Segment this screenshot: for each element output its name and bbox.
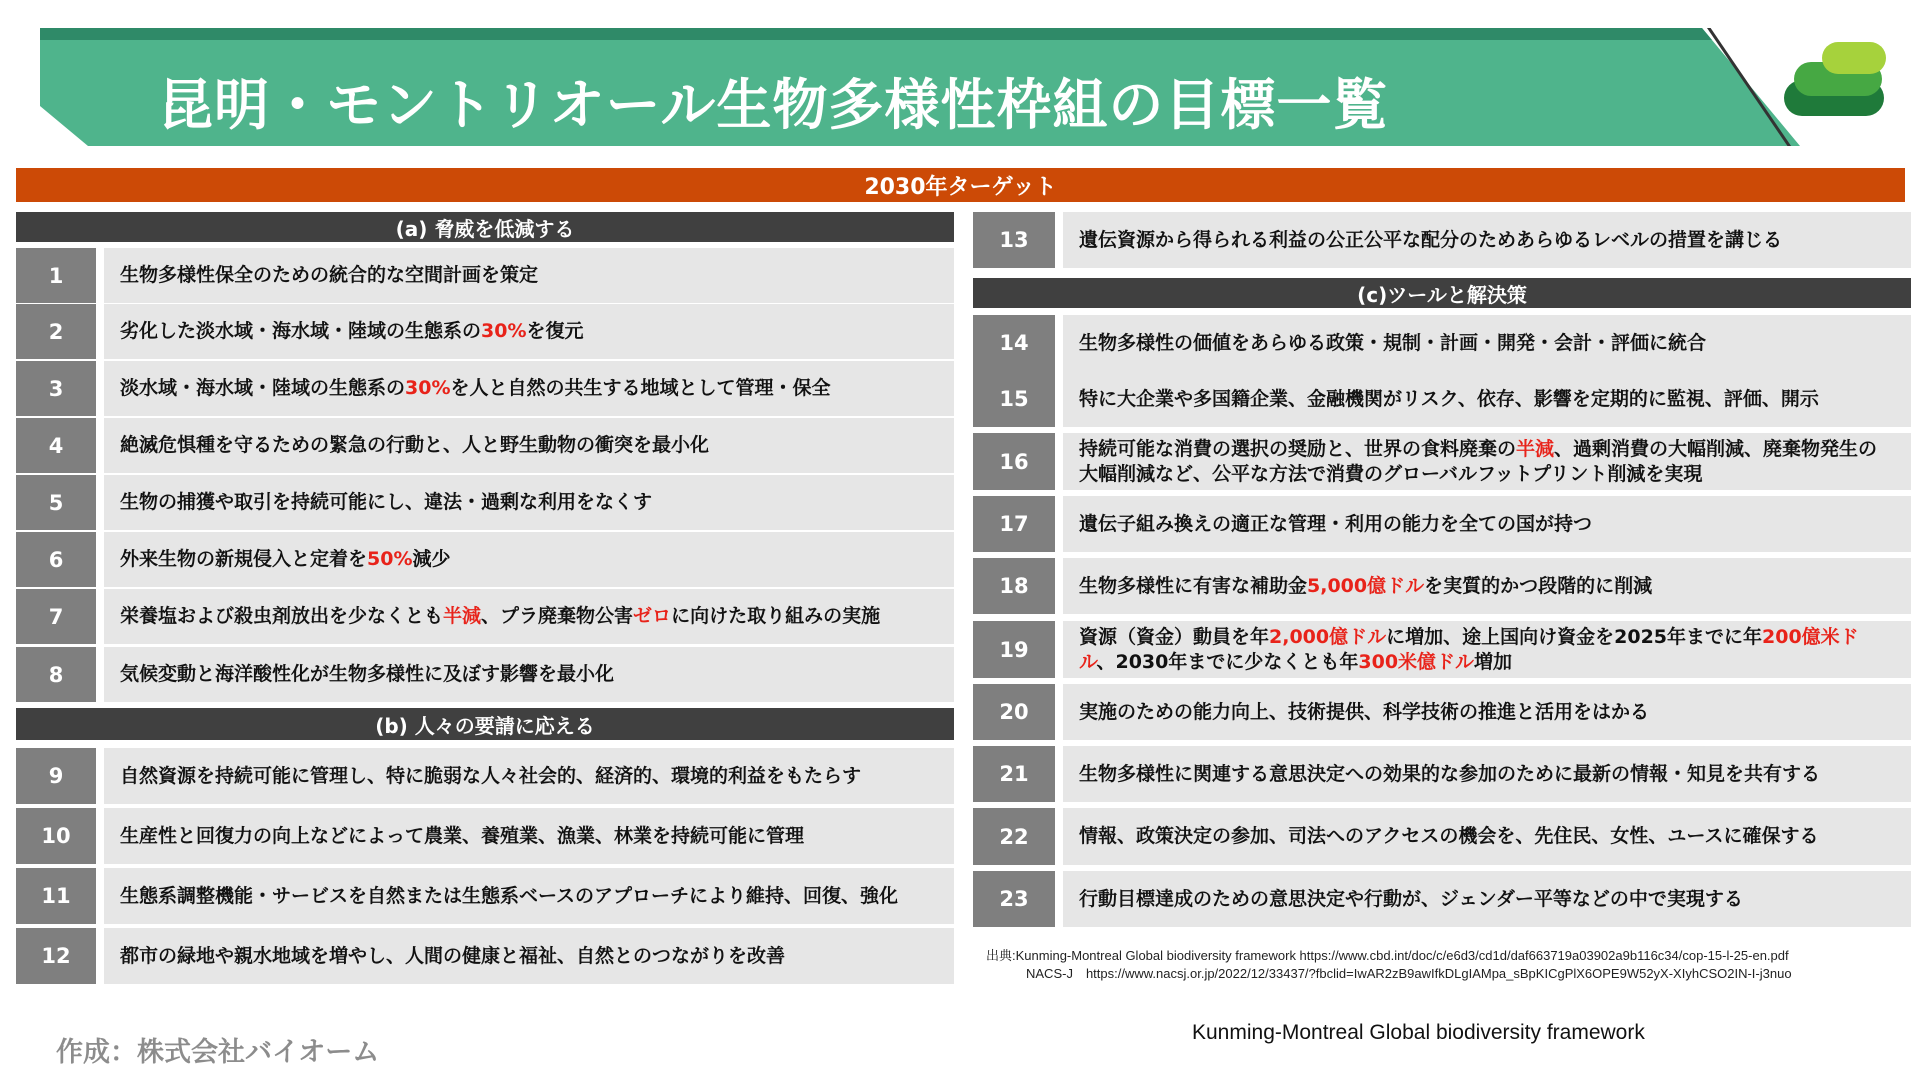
target-number: 22 xyxy=(973,808,1055,865)
target-number: 18 xyxy=(973,558,1055,614)
target-row xyxy=(16,304,954,359)
highlight-value: 5,000億ドル xyxy=(1307,574,1425,597)
target-text xyxy=(1063,558,1911,614)
target-text xyxy=(104,928,954,984)
target-text-part: 遺伝子組み換えの適正な管理・利用の能力を全ての国が持つ xyxy=(1079,512,1593,535)
target-row xyxy=(16,589,954,644)
section-header-c: (c)ツールと解決策 xyxy=(973,278,1911,308)
target-row xyxy=(16,248,954,303)
target-text-part: 淡水域・海水域・陸域の生態系の xyxy=(120,377,406,400)
target-text xyxy=(1063,808,1911,865)
target-text-part: 生物多様性に関連する意思決定への効果的な参加のために最新の情報・知見を共有する xyxy=(1079,762,1821,785)
target-text xyxy=(1063,621,1911,678)
target-text xyxy=(1063,871,1911,927)
target-bar: 2030年ターゲット xyxy=(16,168,1905,202)
target-text xyxy=(1063,371,1911,427)
target-text-part: 特に大企業や多国籍企業、金融機関がリスク、依存、影響を定期的に監視、評価、開示 xyxy=(1079,387,1819,410)
highlight-value: 300米億ドル xyxy=(1358,650,1475,673)
target-row xyxy=(973,621,1911,678)
highlight-value: 2,000億ドル xyxy=(1269,625,1387,648)
target-text-part: 栄養塩および殺虫剤放出を少なくとも xyxy=(120,605,444,628)
target-number: 9 xyxy=(16,748,96,804)
target-text-part: 減少 xyxy=(412,548,451,571)
target-text-part: 資源（資金）動員を年 xyxy=(1079,625,1270,648)
target-text xyxy=(104,532,954,587)
target-text xyxy=(1063,746,1911,802)
target-row xyxy=(16,808,954,864)
target-text xyxy=(104,647,954,702)
source-citation xyxy=(986,947,1916,982)
target-number: 15 xyxy=(973,371,1055,427)
target-row xyxy=(973,433,1911,490)
target-text xyxy=(104,361,954,416)
target-text xyxy=(104,589,954,644)
target-number: 11 xyxy=(16,868,96,924)
target-row xyxy=(16,475,954,530)
target-number: 1 xyxy=(16,248,96,303)
target-row xyxy=(16,868,954,924)
target-number: 16 xyxy=(973,433,1055,490)
highlight-value: 半減 xyxy=(443,605,482,628)
target-row xyxy=(973,212,1911,268)
target-text-part: を復元 xyxy=(526,320,584,343)
target-row xyxy=(16,418,954,473)
target-text-part: 絶滅危惧種を守るための緊急の行動と、人と野生動物の衝突を最小化 xyxy=(120,434,710,457)
target-text-part: 生物の捕獲や取引を持続可能にし、違法・過剰な利用をなくす xyxy=(120,491,653,514)
target-text-part: 持続可能な消費の選択の奨励と、世界の食料廃棄の xyxy=(1079,437,1517,460)
target-row xyxy=(973,558,1911,614)
highlight-value: 200億米ドル xyxy=(1079,625,1859,673)
section-header-b: (b) 人々の要請に応える xyxy=(16,708,954,740)
credit-text: 作成：株式会社バイオーム xyxy=(56,1037,380,1068)
target-text xyxy=(104,868,954,924)
target-number: 2 xyxy=(16,304,96,359)
target-text-part: 実施のための能力向上、技術提供、科学技術の推進と活用をはかる xyxy=(1079,700,1650,723)
target-row xyxy=(973,315,1911,371)
target-text xyxy=(104,304,954,359)
target-text-part: 行動目標達成のための意思決定や行動が、ジェンダー平等などの中で実現する xyxy=(1079,887,1743,910)
target-text-part: を実質的かつ段階的に削減 xyxy=(1424,574,1653,597)
target-text-part: 遺伝資源から得られる利益の公正公平な配分のためあらゆるレベルの措置を講じる xyxy=(1079,228,1783,251)
target-row xyxy=(16,928,954,984)
target-text-part: 生物多様性に有害な補助金 xyxy=(1079,574,1308,597)
target-text-part: に増加、途上国向け資金を2025年までに年 xyxy=(1386,625,1763,648)
target-text-part: 外来生物の新規侵入と定着を xyxy=(120,548,368,571)
target-row xyxy=(973,871,1911,927)
highlight-value: ゼロ xyxy=(633,605,672,628)
target-text xyxy=(104,808,954,864)
target-number: 23 xyxy=(973,871,1055,927)
target-number: 10 xyxy=(16,808,96,864)
target-number: 19 xyxy=(973,621,1055,678)
target-text-part: 増加 xyxy=(1474,650,1513,673)
caption-text: Kunming-Montreal Global biodiversity framework xyxy=(1192,1021,1645,1044)
target-text-part: に向けた取り組みの実施 xyxy=(671,605,881,628)
target-text xyxy=(1063,212,1911,268)
target-number: 12 xyxy=(16,928,96,984)
target-text-part: 気候変動と海洋酸性化が生物多様性に及ぼす影響を最小化 xyxy=(120,663,615,686)
page-title: 昆明・モントリオール生物多様性枠組の目標一覧 xyxy=(158,73,1389,137)
target-text xyxy=(104,418,954,473)
target-text xyxy=(104,475,954,530)
target-number: 13 xyxy=(973,212,1055,268)
target-number: 6 xyxy=(16,532,96,587)
target-number: 8 xyxy=(16,647,96,702)
section-header-a: (a) 脅威を低減する xyxy=(16,212,954,242)
target-row xyxy=(973,496,1911,552)
target-row xyxy=(16,647,954,702)
target-row xyxy=(973,746,1911,802)
target-text xyxy=(1063,684,1911,740)
target-text xyxy=(1063,433,1911,490)
highlight-value: 30% xyxy=(405,377,451,400)
target-text-part: 生物多様性の価値をあらゆる政策・規制・計画・開発・会計・評価に統合 xyxy=(1079,331,1707,354)
target-row xyxy=(16,748,954,804)
target-row xyxy=(973,371,1911,427)
highlight-value: 30% xyxy=(481,320,527,343)
target-text-part: 劣化した淡水域・海水域・陸域の生態系の xyxy=(120,320,482,343)
highlight-value: 50% xyxy=(367,548,413,571)
target-text xyxy=(1063,315,1911,371)
target-number: 4 xyxy=(16,418,96,473)
target-text xyxy=(1063,496,1911,552)
target-number: 17 xyxy=(973,496,1055,552)
target-number: 21 xyxy=(973,746,1055,802)
title-banner xyxy=(40,28,1800,146)
target-text xyxy=(104,248,954,303)
target-text-part: 自然資源を持続可能に管理し、特に脆弱な人々社会的、経済的、環境的利益をもたらす xyxy=(120,764,862,787)
target-text-part: 、2030年までに少なくとも年 xyxy=(1096,650,1359,673)
target-number: 5 xyxy=(16,475,96,530)
target-text-part: 都市の緑地や親水地域を増やし、人間の健康と福祉、自然とのつながりを改善 xyxy=(120,944,786,967)
target-row xyxy=(973,808,1911,865)
target-number: 7 xyxy=(16,589,96,644)
target-row xyxy=(16,532,954,587)
target-text-part: 生物多様性保全のための統合的な空間計画を策定 xyxy=(120,264,539,287)
target-row xyxy=(973,684,1911,740)
source-line-1: 出典:Kunming-Montreal Global biodiversity framework https://www.cbd.int/doc/c/e6d3/cd1d/daf663719a03902a9b116c34/cop-15-l-25-en.pdf xyxy=(986,948,1789,963)
target-text xyxy=(104,748,954,804)
target-text-part: 、過剰消費の大幅削減、廃棄物発生の大幅削減など、公平な方法で消費のグローバルフットプリント削減を実現 xyxy=(1079,437,1878,485)
target-text-part: 情報、政策決定の参加、司法へのアクセスの機会を、先住民、女性、ユースに確保する xyxy=(1079,825,1819,848)
source-line-2: NACS-J https://www.nacsj.or.jp/2022/12/33437/?fbclid=IwAR2zB9awIfkDLgIAMpa_sBpKICgPlX6OPE9W52yX-XIyhCSO2IN-I-j3nuo xyxy=(1026,965,1792,981)
target-text-part: を人と自然の共生する地域として管理・保全 xyxy=(450,377,831,400)
target-text-part: 生態系調整機能・サービスを自然または生態系ベースのアプローチにより維持、回復、強化 xyxy=(120,884,899,907)
target-number: 20 xyxy=(973,684,1055,740)
target-number: 3 xyxy=(16,361,96,416)
target-row xyxy=(16,361,954,416)
leaf-stack-logo xyxy=(1780,40,1890,120)
target-number: 14 xyxy=(973,315,1055,371)
target-text-part: 生産性と回復力の向上などによって農業、養殖業、漁業、林業を持続可能に管理 xyxy=(120,824,805,847)
target-text-part: 、プラ廃棄物公害 xyxy=(481,605,634,628)
highlight-value: 半減 xyxy=(1516,437,1555,460)
